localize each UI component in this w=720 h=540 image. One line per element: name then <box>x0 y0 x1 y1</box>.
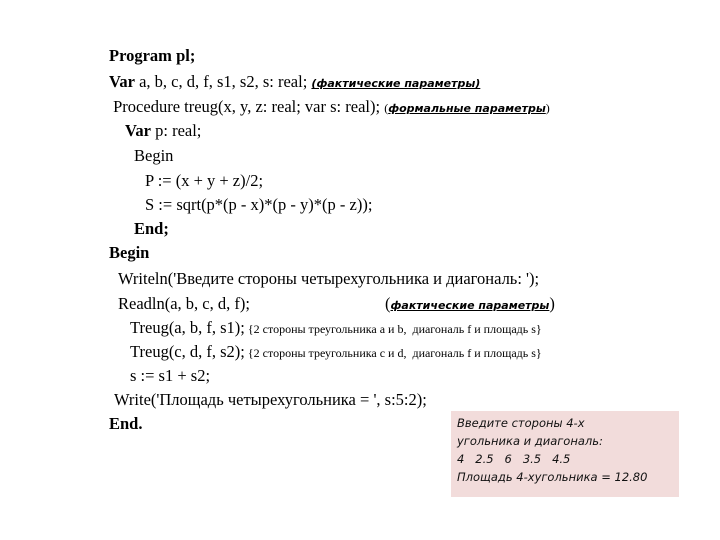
output-line-2: угольника и диагональ: <box>457 434 603 448</box>
actual-params-note: (фактические параметры) <box>311 77 481 90</box>
local-var-list: p: real; <box>150 121 202 140</box>
keyword-end-program: End. <box>109 414 143 433</box>
readln-call: Readln(a, b, c, d, f); <box>118 294 250 313</box>
keyword-begin: Begin <box>109 243 150 262</box>
statement-s: S := sqrt(p*(p - x)*(p - y)*(p - z)); <box>145 195 373 214</box>
output-console <box>451 411 679 497</box>
main-begin <box>109 243 149 263</box>
sum-statement: s := s1 + s2; <box>130 366 211 385</box>
program-header <box>109 46 195 66</box>
formal-open-paren: ( <box>384 101 389 115</box>
var-list: a, b, c, d, f, s1, s2, s: real; <box>134 72 312 91</box>
main-end <box>109 414 142 434</box>
procedure-signature: Procedure treug(x, y, z: real; var s: real); <box>109 97 385 116</box>
treug-call-1 <box>130 318 542 339</box>
call2-code: Treug(c, d, f, s2); <box>130 342 245 361</box>
call1-code: Treug(a, b, f, s1); <box>130 318 245 337</box>
writeln-statement: Writeln('Введите стороны четырехугольника и диагональ: '); <box>118 269 540 288</box>
procedure-end <box>134 219 169 239</box>
local-var-declaration <box>125 121 201 141</box>
readln-note-open-paren: ( <box>385 294 391 313</box>
keyword-local-var: Var <box>125 121 151 140</box>
statement-p: P := (x + y + z)/2; <box>145 171 264 190</box>
call1-comment: {2 стороны треугольника a и b, диагональ f и площадь s} <box>244 322 542 336</box>
output-line-3: 4 2.5 6 3.5 4.5 <box>457 452 571 466</box>
readln-statement <box>118 294 250 314</box>
var-declaration <box>109 72 480 94</box>
readln-note-close-paren: ) <box>549 294 555 313</box>
keyword-var: Var <box>109 72 135 91</box>
write-statement: Write('Площадь четырехугольника = ', s:5:2); <box>114 390 427 409</box>
treug-call-2 <box>130 342 542 363</box>
formal-params-note: формальные параметры <box>388 102 546 115</box>
procedure-header <box>109 97 550 119</box>
readln-params-note: фактические параметры <box>390 299 550 312</box>
program-name: pl; <box>176 46 196 65</box>
procedure-begin: Begin <box>134 146 174 165</box>
formal-close-paren: ) <box>545 101 550 115</box>
keyword-end: End; <box>134 219 169 238</box>
keyword-program: Program <box>109 46 172 65</box>
output-line-4: Площадь 4-хугольника = 12.80 <box>457 470 648 484</box>
call2-comment: {2 стороны треугольника c и d, диагональ f и площадь s} <box>244 346 542 360</box>
readln-note-wrap <box>385 294 555 316</box>
output-line-1: Введите стороны 4-х <box>457 416 585 430</box>
